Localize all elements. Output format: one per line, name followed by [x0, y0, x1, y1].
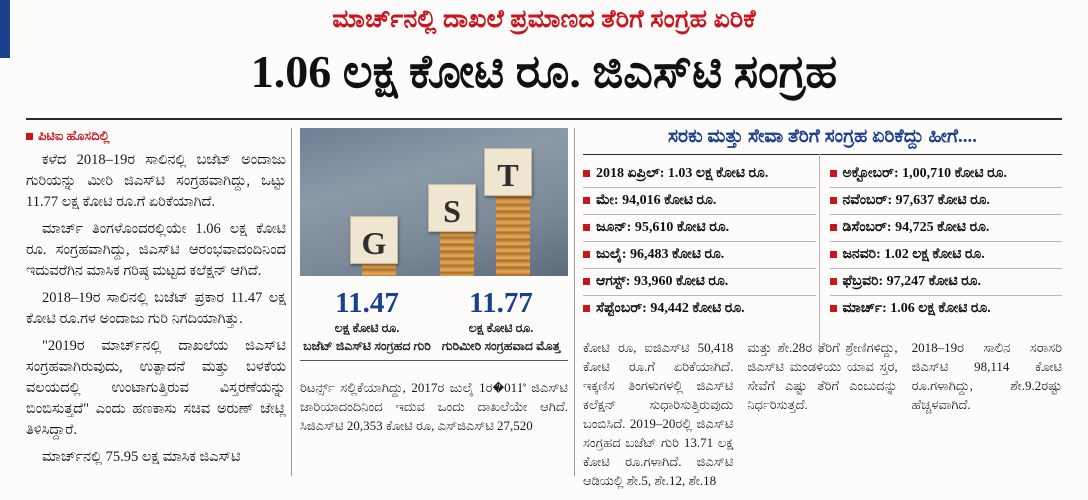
list-item: ನವೆಂಬರ್‌: 97,637 ಕೋಟಿ ರೂ. [830, 188, 1063, 215]
letter-block-t: T [484, 148, 532, 196]
byline [26, 128, 286, 144]
panel-subhead: ಸರಕು ಮತ್ತು ಸೇವಾ ತೆರಿಗೆ ಸಂಗ್ರಹ ಏರಿಕೆದ್ದು ಹೀಗೆ.... [667, 126, 978, 147]
letter-block-g: G [350, 216, 398, 264]
bottom-column [912, 338, 1062, 490]
monthly-list-left [583, 161, 816, 322]
center-column [300, 128, 568, 367]
center-divider [300, 360, 568, 361]
gst-blocks-and-coins-photo [300, 128, 568, 276]
paragraph: ಮಾರ್ಚ್‌ನಲ್ಲಿ 75.95 ಲಕ್ಷ ಮಾಸಿಕ ಜಿಎಸ್‌ಟಿ [42, 449, 241, 465]
kicker-headline: ಮಾರ್ಚ್‌ನಲ್ಲಿ ದಾಖಲೆ ಪ್ರಮಾಣದ ತೆರಿಗೆ ಸಂಗ್ರಹ ಏರಿಕೆ [332, 6, 756, 33]
list-item: ಡಿಸೆಂಬರ್‌: 94,725 ಕೋಟಿ ರೂ. [830, 215, 1063, 242]
bottom-column [747, 338, 897, 490]
main-headline: 1.06 ಲಕ್ಷ ಕೋಟಿ ರೂ. ಜಿಎಸ್‌ಟಿ ಸಂಗ್ರಹ [250, 46, 838, 97]
list-item: ಜುಲೈ: 96,483 ಕೋಟಿ ರೂ. [583, 242, 816, 269]
byline-text: ಪಿಟಿಐ ಹೊಸದಿಲ್ಲಿ [38, 128, 110, 143]
figure-caption: ಬಜೆಟ್‌ ಜಿಎಸ್‌ಟಿ ಸಂಗ್ರಹದ ಗುರಿ [303, 339, 431, 353]
list-item: ಫೆಬ್ರವರಿ: 97,247 ಕೋಟಿ ರೂ. [830, 269, 1063, 296]
letter-block-s: S [428, 184, 476, 232]
figure-unit: ಲಕ್ಷ ಕೋಟಿ ರೂ. [468, 321, 534, 335]
panel-divider [583, 154, 1062, 155]
panel-vertical-divider [819, 154, 820, 354]
monthly-collection-panel [583, 126, 1062, 322]
list-item: ಜೂನ್‌: 95,610 ಕೋಟಿ ರೂ. [583, 215, 816, 242]
paragraph: 2018–19ರ ಸಾಲಿನಲ್ಲಿ ಬಜೆಟ್‌ ಪ್ರಕಾರ 11.47 ಲಕ್ಷ ಕೋಟಿ ರೂ.ಗಳ ಅಂದಾಜು ಗುರಿ ನಿಗದಿಯಾಗಿತ್ತು. [26, 290, 286, 327]
list-item: ಮೇ: 94,016 ಕೋಟಿ ರೂ. [583, 188, 816, 215]
list-item: ಜನವರಿ: 1.02 ಲಕ್ಷ ಕೋಟಿ ರೂ. [830, 242, 1063, 269]
paragraph: 2018–19ರ ಸಾಲಿನ ಸರಾಸರಿ ಜಿಎಸ್‌ಟಿ 98,114 ಕೋಟಿ ರೂ.ಗಳಾಗಿದ್ದು, ಶೇ.9.2ರಷ್ಟು ಹೆಚ್ಚಳವಾಗಿದೆ. [911, 340, 1062, 412]
monthly-list-right [830, 161, 1063, 322]
paragraph: ಮಾರ್ಚ್‌ ತಿಂಗಳೊಂದರಲ್ಲಿಯೇ 1.06 ಲಕ್ಷ ಕೋಟಿ ರೂ. ಸಂಗ್ರಹವಾಗಿದ್ದು, ಜಿಎಸ್‌ಟಿ ಆರಂಭವಾದಂದಿನಿಂದ ಇದುವರೆಗಿನ ಮಾಸಿಕ ಗರಿಷ್ಠ ಮಟ್ಟದ ಕಲೆಕ್ಷನ್‌ ಆಗಿದೆ. [26, 221, 286, 279]
paragraph: ಕೋಟಿ ರೂ, ಐಜಿಎಸ್‌ಟಿ 50,418 ಕೋಟಿ ರೂ.ಗೆ ಏರಿಕೆಯಾಗಿದೆ. ಇಕ್ಕಣಿಸ ತಿಂಗಳುಗಳಲ್ಲಿ ಜಿಎಸ್‌ಟಿ ಕಲೆಕ್ಷನ್‌ ಸುಧಾರಿಸುತ್ತಿರುವುದು ಬಂಬಿಸಿದೆ. 2019–20ರಲ್ಲಿ ಜಿಎಸ್‌ಟಿ ಸಂಗ್ರಹದ ಬಜೆಟ್‌ ಗುರಿ 13.71 ಲಕ್ಷ ಕೋಟಿ ರೂ.ಗಳಾಗಿದೆ. ಜಿಎಸ್‌ಟಿ ಆಡಿಯಲ್ಲಿ ಶೇ.5, ಶೇ.12, ಶೇ.18 [583, 340, 734, 488]
left-article-body [26, 150, 286, 468]
headline-divider [26, 118, 1062, 120]
figure-value: 11.77 [469, 287, 533, 319]
figure-caption: ಗುರಿಮೀರಿ ಸಂಗ್ರಹವಾದ ಮೊತ್ತ [441, 339, 561, 353]
figure-value: 11.47 [335, 287, 399, 319]
center-continuation-text: ರಿಟರ್ನ್ಸ್‌ ಸಲ್ಲಿಕೆಯಾಗಿದ್ದು, 2017ರ ಜುಲೈ 1ರ�011ಿ ಜಿಎಸ್‌ಟಿ ಜಾರಿಯಾದಂದಿನಿಂದ ಇದುವ ಒಂದು ದಾಖಲೆಯೇ ಆಗಿದೆ. ಸಿಜಿಎಸ್‌ಟಿ 20,353 ಕೋಟಿ ರೂ, ಎಸ್‌ಜಿಎಸ್‌ಟಿ 27,520 [300, 380, 568, 433]
bullet-square-icon [26, 133, 33, 140]
figure-unit: ಲಕ್ಷ ಕೋಟಿ ರೂ. [334, 321, 400, 335]
paragraph: "2019ರ ಮಾರ್ಚ್‌ನಲ್ಲಿ ದಾಖಲೆಯ ಜಿಎಸ್‌ಟಿ ಸಂಗ್ರಹವಾಗಿರುವುದು, ಉತ್ಪಾದನೆ ಮತ್ತು ಬಳಕೆಯ ವಲಯದಲ್ಲಿ ಉಂಟಾಗುತ್ತಿರುವ ವಿಸ್ತರಣೆಯನ್ನು ಬಿಂಬಿಸುತ್ತದೆ" ಎಂದು ಹಣಕಾಸು ಸಚಿವ ಅರುಣ್‌ ಜೇಟ್ಲಿ ತಿಳಿಸಿದ್ದಾರೆ. [26, 338, 286, 438]
list-item: ಅಕ್ಟೋಬರ್‌: 1,00,710 ಕೋಟಿ ರೂ. [830, 161, 1063, 188]
list-item: 2018 ಏಪ್ರಿಲ್‌: 1.03 ಲಕ್ಷ ಕೋಟಿ ರೂ. [583, 161, 816, 188]
bottom-column [583, 338, 733, 490]
center-key-figures [300, 286, 568, 354]
key-figure-actual-collection [434, 286, 568, 354]
column-divider-1 [291, 128, 292, 476]
bottom-article-columns [583, 338, 1062, 490]
left-article-column [26, 128, 286, 474]
monthly-collection-lists [583, 161, 1062, 322]
column-divider-2 [574, 128, 575, 476]
key-figure-budget-target [300, 286, 434, 354]
list-item: ಆಗಸ್ಟ್‌: 93,960 ಕೋಟಿ ರೂ. [583, 269, 816, 296]
paragraph: ಮತ್ತು ಶೇ.28ರ ತೆರಿಗೆ ಶ್ರೇಣಿಗಳಿದ್ದು, ಜಿಎಸ್‌ಟಿ ಮಂಡಳಿಯು ಯಾವ ಸ್ತರ, ಸೇವೆಗೆ ಎಷ್ಟು ತೆರಿಗೆ ಎಂಬುದನ್ನು ನಿರ್ಧರಿಸುತ್ತದೆ. [747, 340, 898, 412]
list-item: ಮಾರ್ಚ್‌: 1.06 ಲಕ್ಷ ಕೋಟಿ ರೂ. [830, 296, 1063, 322]
list-item: ಸೆಪ್ಟೆಂಬರ್‌: 94,442 ಕೋಟಿ ರೂ. [583, 296, 816, 322]
paragraph: ಕಳೆದ 2018–19ರ ಸಾಲಿನಲ್ಲಿ ಬಜೆಟ್‌ ಅಂದಾಜು ಗುರಿಯನ್ನು ಮೀರಿ ಜಿಎಸ್‌ಟಿ ಸಂಗ್ರಹವಾಗಿದ್ದು, ಒಟ್ಟು 11.77 ಲಕ್ಷ ಕೋಟಿ ರೂ.ಗೆ ಏರಿಕೆಯಾಗಿದೆ. [26, 152, 286, 210]
